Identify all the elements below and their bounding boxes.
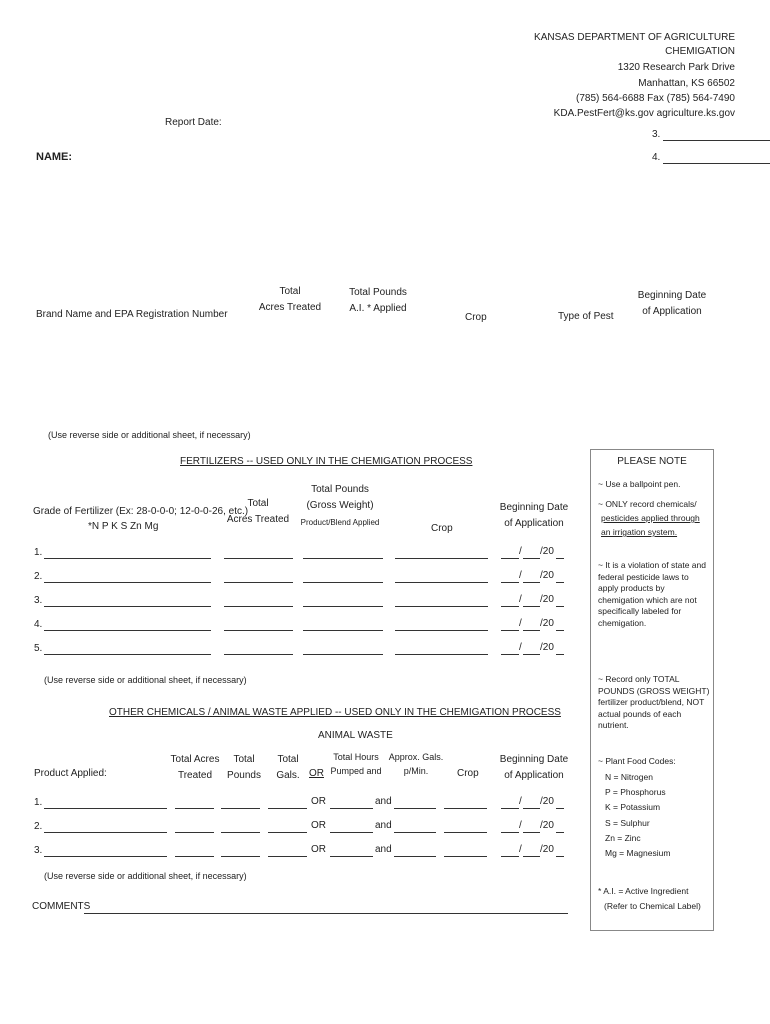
fert-col-grade-1: Grade of Fertilizer (Ex: 28-0-0-0; 12-0-0-26, etc.) (33, 506, 249, 517)
pesticides-reverse-note: (Use reverse side or additional sheet, if necessary) (48, 430, 251, 440)
fert-year-field[interactable] (556, 557, 564, 559)
code-zinc: Zn = Zinc (605, 833, 641, 843)
agency-city: Manhattan, KS 66502 (638, 78, 735, 89)
fert-month-field[interactable] (501, 653, 519, 655)
agency-contact: KDA.PestFert@ks.gov agriculture.ks.gov (553, 108, 735, 119)
note-total-pounds: ~ Record only TOTAL POUNDS (GROSS WEIGHT) fertilizer product/blend, NOT actual pounds of each nutrient. (598, 674, 710, 730)
fert-col-pounds-2: (Gross Weight) (306, 500, 374, 511)
other-col-date-1: Beginning Date (499, 754, 569, 765)
fertilizers-reverse-note: (Use reverse side or additional sheet, if necessary) (44, 675, 247, 685)
other-acres-field[interactable] (175, 807, 214, 809)
fert-crop-field[interactable] (395, 653, 488, 655)
other-col-hours-1: Total Hours (333, 752, 379, 762)
col-crop: Crop (465, 312, 487, 323)
name-label: NAME: (36, 151, 73, 163)
other-row-number: 3. (34, 845, 43, 856)
agency-division: CHEMIGATION (665, 46, 735, 57)
other-rate-field[interactable] (394, 831, 436, 833)
col-pounds-1: Total Pounds (349, 287, 407, 298)
fert-date-year: /20 (540, 546, 554, 557)
other-gals-field[interactable] (268, 831, 307, 833)
other-or: OR (311, 844, 326, 855)
other-day-field[interactable] (523, 807, 540, 809)
other-col-rate-2: p/Min. (403, 766, 429, 776)
note-ballpoint: ~ Use a ballpoint pen. (598, 479, 681, 489)
fert-col-acres-2: Acres Treated (226, 514, 290, 525)
fert-date-slash: / (519, 570, 522, 581)
fert-grade-field[interactable] (44, 605, 211, 607)
fert-month-field[interactable] (501, 581, 519, 583)
other-or: OR (311, 796, 326, 807)
other-gals-field[interactable] (268, 855, 307, 857)
col-date-2: of Application (642, 306, 702, 317)
other-col-crop: Crop (457, 768, 479, 779)
fert-crop-field[interactable] (395, 629, 488, 631)
line-3-field[interactable] (663, 139, 770, 141)
fert-crop-field[interactable] (395, 581, 488, 583)
fert-col-pounds-3: Product/Blend Applied (300, 518, 380, 527)
code-nitrogen: N = Nitrogen (605, 772, 653, 782)
fert-date-slash: / (519, 618, 522, 629)
fert-pounds-field[interactable] (303, 653, 383, 655)
line-4-field[interactable] (663, 162, 770, 164)
fert-pounds-field[interactable] (303, 557, 383, 559)
fert-day-field[interactable] (523, 629, 540, 631)
other-col-date-2: of Application (504, 770, 564, 781)
other-col-pounds-1: Total (233, 754, 255, 765)
col-acres-1: Total (279, 286, 301, 297)
fert-month-field[interactable] (501, 629, 519, 631)
line-4-label: 4. (652, 152, 661, 163)
other-hours-field[interactable] (330, 855, 373, 857)
other-col-gals-2: Gals. (276, 770, 300, 781)
other-crop-field[interactable] (444, 831, 487, 833)
fert-year-field[interactable] (556, 629, 564, 631)
fert-col-crop: Crop (431, 523, 453, 534)
fert-grade-field[interactable] (44, 653, 211, 655)
fert-date-slash: / (519, 594, 522, 605)
col-acres-2: Acres Treated (258, 302, 322, 313)
col-date-1: Beginning Date (637, 290, 707, 301)
other-reverse-note: (Use reverse side or additional sheet, if necessary) (44, 871, 247, 881)
fert-grade-field[interactable] (44, 629, 211, 631)
fert-day-field[interactable] (523, 581, 540, 583)
code-potassium: K = Potassium (605, 802, 661, 812)
fert-day-field[interactable] (523, 605, 540, 607)
please-note-title: PLEASE NOTE (617, 456, 687, 467)
fert-day-field[interactable] (523, 557, 540, 559)
comments-label: COMMENTS (32, 901, 91, 912)
other-year-field[interactable] (556, 831, 564, 833)
other-month-field[interactable] (501, 855, 519, 857)
other-pounds-field[interactable] (221, 807, 260, 809)
other-and: and (375, 796, 392, 807)
note-only-record-c: an irrigation system. (601, 527, 678, 537)
other-row-number: 1. (34, 797, 43, 808)
other-col-acres-2: Treated (177, 770, 213, 781)
fert-date-year: /20 (540, 594, 554, 605)
please-note-box (590, 449, 714, 931)
other-day-field[interactable] (523, 855, 540, 857)
other-product-field[interactable] (44, 831, 167, 833)
other-year-field[interactable] (556, 807, 564, 809)
fert-date-year: /20 (540, 618, 554, 629)
other-date-slash: / (519, 820, 522, 831)
line-3-label: 3. (652, 129, 661, 140)
fert-acres-field[interactable] (224, 629, 293, 631)
other-col-acres-1: Total Acres (170, 754, 220, 765)
fert-acres-field[interactable] (224, 605, 293, 607)
fert-crop-field[interactable] (395, 557, 488, 559)
code-phosphorus: P = Phosphorus (605, 787, 666, 797)
other-product-field[interactable] (44, 855, 167, 857)
fert-date-year: /20 (540, 642, 554, 653)
fert-date-slash: / (519, 546, 522, 557)
code-sulphur: S = Sulphur (605, 818, 650, 828)
fert-year-field[interactable] (556, 581, 564, 583)
note-ai-a: * A.I. = Active Ingredient (598, 886, 689, 896)
other-hours-field[interactable] (330, 807, 373, 809)
fert-col-date-2: of Application (504, 518, 564, 529)
other-pounds-field[interactable] (221, 831, 260, 833)
fert-date-year: /20 (540, 570, 554, 581)
fert-month-field[interactable] (501, 605, 519, 607)
fert-year-field[interactable] (556, 653, 564, 655)
other-col-gals-1: Total (277, 754, 299, 765)
fert-day-field[interactable] (523, 653, 540, 655)
fert-col-acres-1: Total (247, 498, 269, 509)
other-month-field[interactable] (501, 807, 519, 809)
other-col-or: OR (309, 768, 324, 779)
other-date-year: /20 (540, 820, 554, 831)
agency-name: KANSAS DEPARTMENT OF AGRICULTURE (534, 32, 735, 43)
other-rate-field[interactable] (394, 855, 436, 857)
fert-row-number: 3. (34, 595, 43, 606)
note-plant-food-codes: ~ Plant Food Codes: (598, 756, 676, 766)
fert-grade-field[interactable] (44, 581, 211, 583)
other-pounds-field[interactable] (221, 855, 260, 857)
other-acres-field[interactable] (175, 855, 214, 857)
fert-col-date-1: Beginning Date (499, 502, 569, 513)
other-day-field[interactable] (523, 831, 540, 833)
fert-col-pounds-1: Total Pounds (311, 484, 369, 495)
report-date-label: Report Date: (165, 117, 222, 128)
col-pounds-2: A.I. * Applied (349, 303, 407, 314)
other-col-hours-2: Pumped and (330, 766, 382, 776)
fert-pounds-field[interactable] (303, 629, 383, 631)
note-only-record-b: pesticides applied through (601, 513, 700, 523)
fert-row-number: 1. (34, 547, 43, 558)
fert-month-field[interactable] (501, 557, 519, 559)
fert-col-grade-2: *N P K S Zn Mg (88, 521, 159, 532)
col-pest: Type of Pest (558, 311, 614, 322)
note-ai-b: (Refer to Chemical Label) (604, 901, 701, 911)
other-col-product: Product Applied: (34, 768, 107, 779)
fert-row-number: 4. (34, 619, 43, 630)
fert-grade-field[interactable] (44, 557, 211, 559)
other-date-year: /20 (540, 844, 554, 855)
agency-phone: (785) 564-6688 Fax (785) 564-7490 (576, 93, 735, 104)
other-subtitle: ANIMAL WASTE (318, 730, 393, 741)
other-crop-field[interactable] (444, 807, 487, 809)
other-date-slash: / (519, 796, 522, 807)
note-only-record-a: ~ ONLY record chemicals/ (598, 499, 697, 509)
fert-acres-field[interactable] (224, 581, 293, 583)
other-acres-field[interactable] (175, 831, 214, 833)
other-hours-field[interactable] (330, 831, 373, 833)
other-or: OR (311, 820, 326, 831)
other-product-field[interactable] (44, 807, 167, 809)
fert-acres-field[interactable] (224, 557, 293, 559)
other-month-field[interactable] (501, 831, 519, 833)
comments-field[interactable] (84, 912, 568, 914)
fert-year-field[interactable] (556, 605, 564, 607)
col-brand: Brand Name and EPA Registration Number (36, 309, 228, 320)
fert-crop-field[interactable] (395, 605, 488, 607)
other-and: and (375, 820, 392, 831)
other-col-pounds-2: Pounds (227, 770, 261, 781)
agency-street: 1320 Research Park Drive (617, 62, 735, 73)
fert-pounds-field[interactable] (303, 581, 383, 583)
fert-pounds-field[interactable] (303, 605, 383, 607)
other-title: OTHER CHEMICALS / ANIMAL WASTE APPLIED -- USED ONLY IN THE CHEMIGATION PROCESS (109, 707, 561, 718)
other-col-rate-1: Approx. Gals. (388, 752, 444, 762)
other-date-year: /20 (540, 796, 554, 807)
other-year-field[interactable] (556, 855, 564, 857)
other-crop-field[interactable] (444, 855, 487, 857)
code-magnesium: Mg = Magnesium (605, 848, 671, 858)
other-row-number: 2. (34, 821, 43, 832)
other-rate-field[interactable] (394, 807, 436, 809)
fert-date-slash: / (519, 642, 522, 653)
other-and: and (375, 844, 392, 855)
fert-row-number: 5. (34, 643, 43, 654)
fert-row-number: 2. (34, 571, 43, 582)
other-date-slash: / (519, 844, 522, 855)
note-violation: ~ It is a violation of state and federal pesticide laws to apply products by chemigation which are not specifically labeled for chemigation. (598, 560, 706, 628)
fert-acres-field[interactable] (224, 653, 293, 655)
other-gals-field[interactable] (268, 807, 307, 809)
fertilizers-title: FERTILIZERS -- USED ONLY IN THE CHEMIGATION PROCESS (180, 456, 473, 467)
